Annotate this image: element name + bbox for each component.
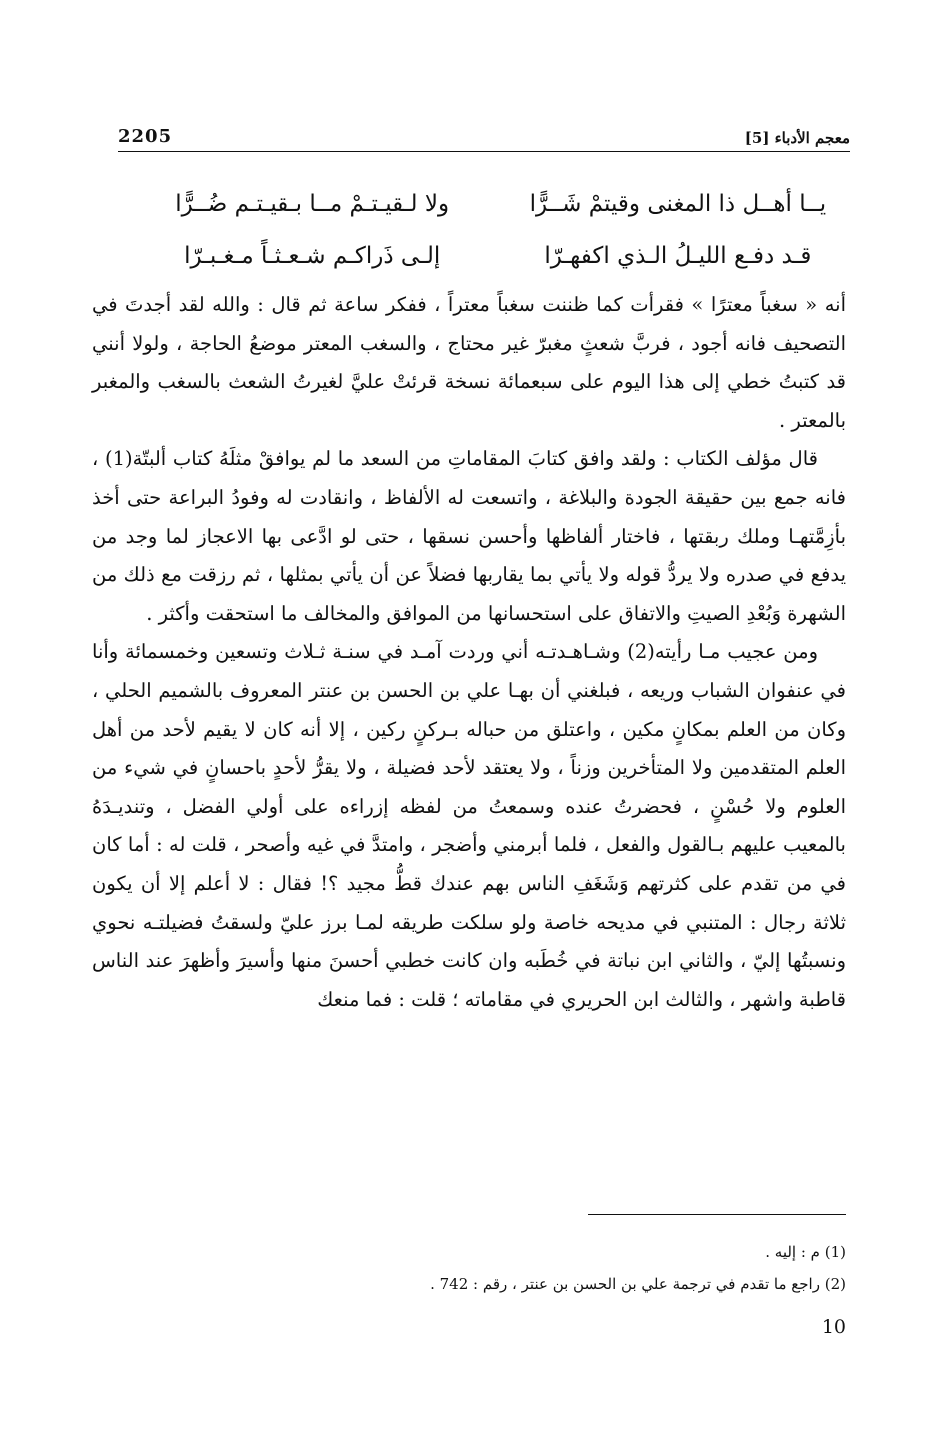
verse <box>150 230 840 282</box>
body-text <box>92 286 846 1019</box>
verse <box>150 178 840 230</box>
footnote-divider <box>588 1214 846 1215</box>
hemistich-right: قـد دفـع الليـلُ الـذي اكفهـرّا <box>544 243 812 269</box>
paragraph: قال مؤلف الكتاب : ولقد وافق كتابَ المقاماتِ من السعد ما لم يوافقْ مثلَهُ كتاب ألبتّة(1) ، فانه جمع بين حقيقة الجودة والبلاغة ، واتسعت له الألفاظ ، وانقادت له وفودُ البراعة حتى أخذ بأزِمَّتهـا وملك ربقتها ، فاختار ألفاظها وأحسن نسقها ، حتى لو ادَّعى بها الاعجاز لما وجد من يدفع في صدره ولا يردُّ قوله ولا يأتي بما يقاربها فضلاً عن أن يأتي بمثلها ، ثم رزقت مع ذلك من الشهرة وَبُعْدِ الصيتِ والاتفاق على استحسانها من الموافق والمخالف ما استحقت وأكثر . <box>92 447 846 625</box>
hemistich-left: إلـى ذَراكـم شـعـثـاً مـغـبـرّا <box>184 243 441 269</box>
footnote: (1) م : إليه . <box>765 1243 846 1261</box>
hemistich-left: ولا لـقيـتـمْ مــا بـقيـتـم ضُــرًّا <box>175 191 450 217</box>
poem <box>150 178 840 282</box>
paragraph: أنه « سغباً معترًا » فقرأت كما ظننت سغباً معتراً ، ففكر ساعة ثم قال : والله لقد أجدتَ في التصحيف فانه أجود ، فربَّ شعثٍ مغبرّ غير محتاج ، والسغب المعتر موضعُ الحاجة ، ولولا أنني قد كتبتُ خطي إلى هذا اليوم على سبعمائة نسخة قرئتْ عليَّ لغيرتُ الشعث بالسغب والمغبر بالمعتر . <box>92 293 847 432</box>
page-number-bottom: 10 <box>821 1316 846 1338</box>
footnote: (2) راجع ما تقدم في ترجمة علي بن الحسن بن عنتر ، رقم : 742 . <box>430 1275 846 1293</box>
running-header <box>118 118 850 152</box>
page-number-top: 2205 <box>118 126 173 147</box>
footnotes <box>92 1236 846 1300</box>
running-title: معجم الأدباء [5] <box>744 129 850 147</box>
paragraph: ومن عجيب مـا رأيته(2) وشـاهـدتـه أني وردت آمـد في سنـة ثـلاث وتسعين وخمسمائة وأنا في عنفوان الشباب وريعه ، فبلغني أن بهـا علي بن الحسن بن عنتر المعروف بالشميم الحلي ، وكان من العلم بمكانٍ مكين ، واعتلق من حباله بـركنٍ ركين ، إلا أنه كان لا يقيم لأحد من أهل العلم المتقدمين ولا المتأخرين وزناً ، ولا يعتقد لأحد فضيلة ، ولا يقرُّ لأحدٍ باحسانٍ في شيء من العلوم ولا حُسْنٍ ، فحضرتُ عنده وسمعتُ من لفظه إزراءه على أولي الفضل ، وتنديـدَهُ بالمعيب عليهم بـالقول والفعل ، فلما أبرمني وأضجر ، وامتدَّ في غيه وأصحر ، قلت له : أما كان في من تقدم على كثرتهم وَشَغَفِ الناس بهم عندك قطُّ مجيد ؟! فقال : لا أعلم إلا أن يكون ثلاثة رجال : المتنبي في مديحه خاصة ولو سلكت طريقه لمـا برز عليّ ولسقتُ فضيلتـه نحوي ونسبتُها إليّ ، والثاني ابن نباتة في خُطَبه وان كانت خطبي أحسنَ منها وأسيرَ وأظهرَ عند الناس قاطبة واشهر ، والثالث ابن الحريري في مقاماته ؛ قلت : فما منعك <box>92 640 846 1011</box>
hemistich-right: يــا أهــل ذا المغنى وقيتمْ شَــرًّا <box>529 191 827 217</box>
